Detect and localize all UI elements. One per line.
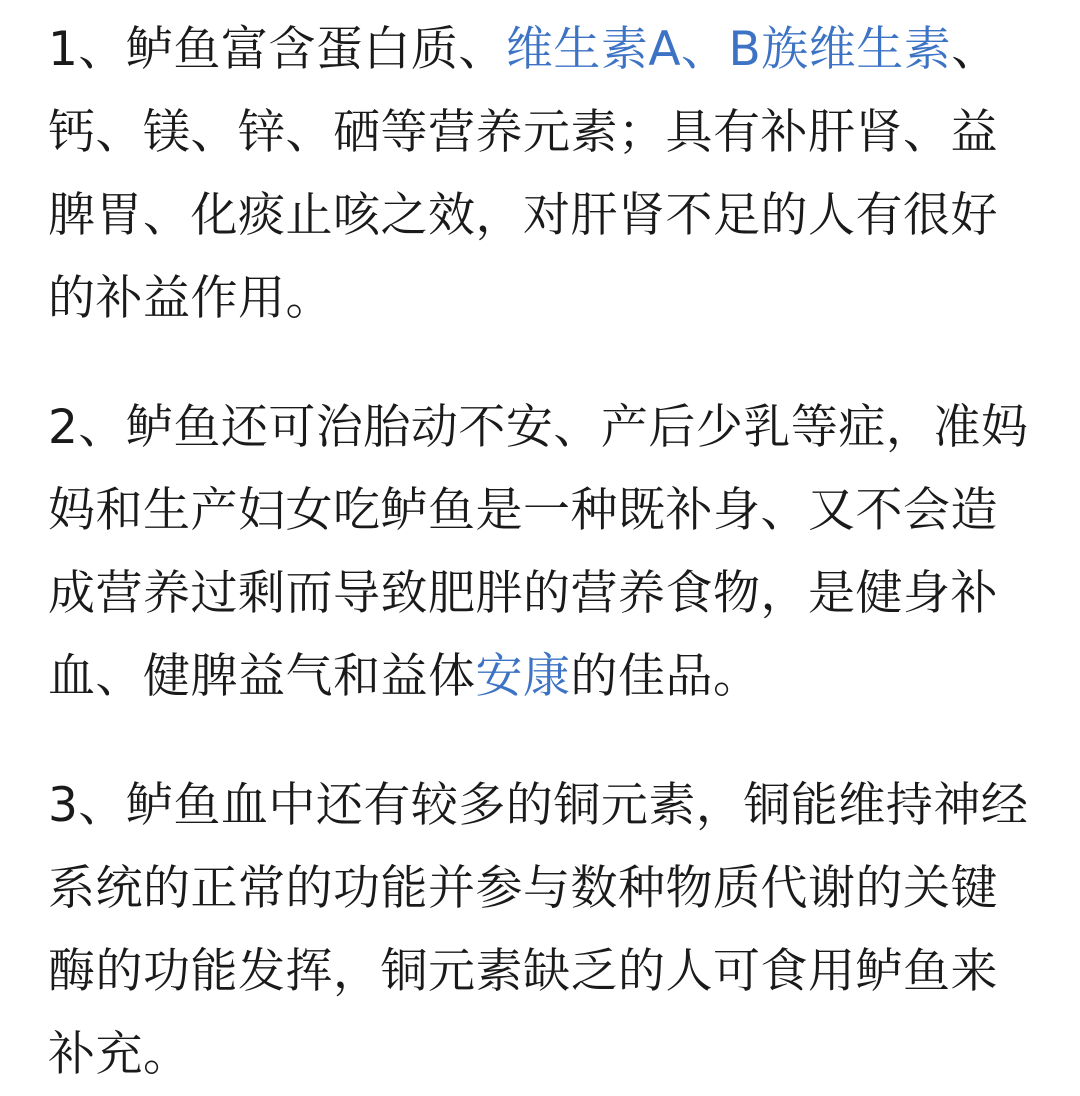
paragraph-1 xyxy=(48,8,1038,340)
paragraph-2-text-a: 2、鲈鱼还可治胎动不安、产后少乳等症，准妈妈和生产妇女吃鲈鱼是一种既补身、又不会造成营养过剩而导致肥胖的营养食物，是健身补血、健脾益气和益体 xyxy=(48,400,1029,704)
paragraph-2-text-b: 的佳品。 xyxy=(570,649,761,704)
paragraph-1-text-b: 、钙、镁、锌、硒等营养元素；具有补肝肾、益脾胃、化痰止咳之效，对肝肾不足的人有很好的补益作用。 xyxy=(48,22,999,326)
paragraph-3 xyxy=(48,764,1038,1096)
paragraph-3-text: 3、鲈鱼血中还有较多的铜元素，铜能维持神经系统的正常的功能并参与数种物质代谢的关键酶的功能发挥，铜元素缺乏的人可食用鲈鱼来补充。 xyxy=(48,778,1029,1082)
article-body xyxy=(48,8,1038,1096)
paragraph-1-text-a: 1、鲈鱼富含蛋白质、 xyxy=(48,22,506,77)
paragraph-2 xyxy=(48,386,1038,718)
link-vitamin-a-b[interactable]: 维生素A、B族维生素 xyxy=(505,22,952,77)
link-ankang[interactable]: 安康 xyxy=(475,649,571,704)
